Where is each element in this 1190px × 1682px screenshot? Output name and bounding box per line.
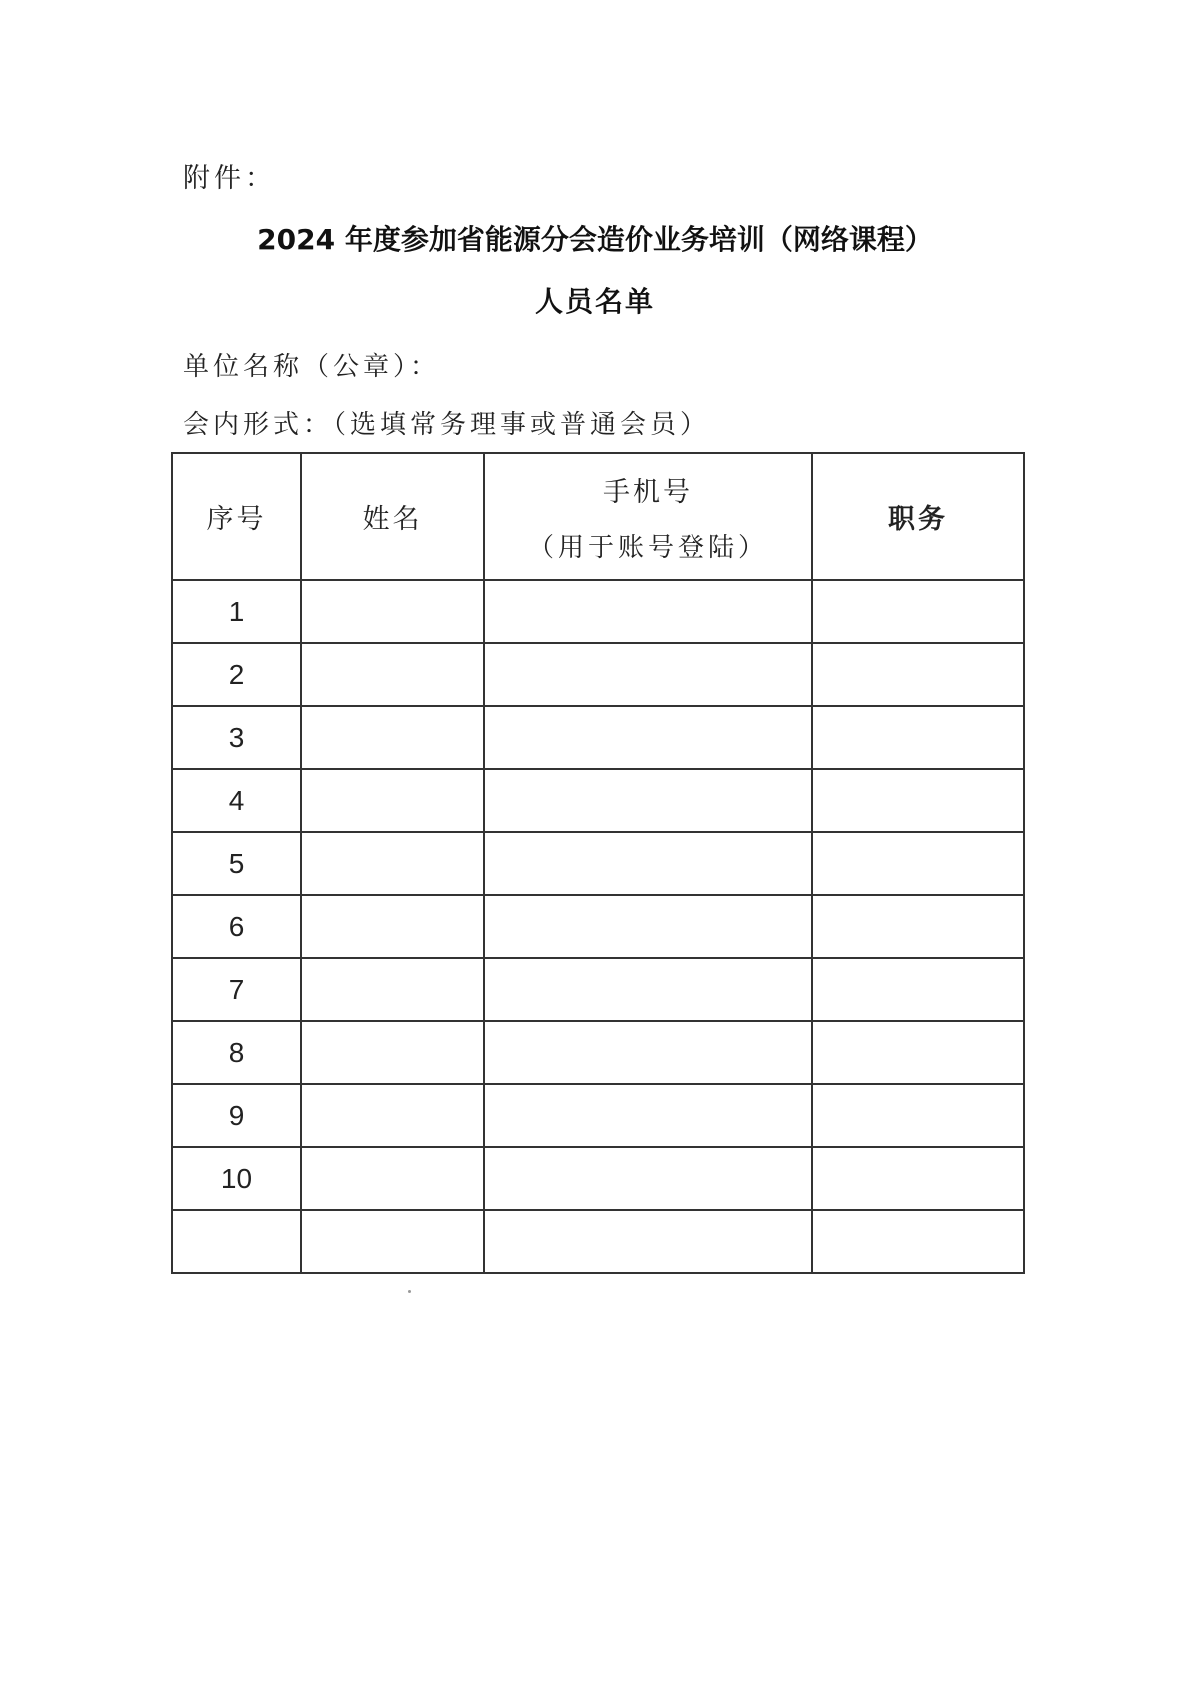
cell-phone[interactable] bbox=[484, 769, 812, 832]
cell-seq: 1 bbox=[172, 580, 301, 643]
header-phone-label: 手机号 bbox=[603, 476, 693, 508]
document-title: 2024 年度参加省能源分会造价业务培训（网络课程） bbox=[257, 223, 933, 256]
unit-name-label: 单位名称（公章）： bbox=[183, 352, 441, 382]
table-row bbox=[172, 832, 1024, 895]
cell-phone[interactable] bbox=[484, 643, 812, 706]
header-seq: 序号 bbox=[172, 453, 301, 580]
cell-seq: 3 bbox=[172, 706, 301, 769]
scan-speck bbox=[408, 1290, 411, 1293]
cell-duty[interactable] bbox=[812, 895, 1024, 958]
table-header-row bbox=[172, 453, 1024, 580]
table-row bbox=[172, 1084, 1024, 1147]
cell-duty[interactable] bbox=[812, 1147, 1024, 1210]
cell-seq: 10 bbox=[172, 1147, 301, 1210]
roster-table bbox=[171, 452, 1025, 1274]
cell-phone[interactable] bbox=[484, 580, 812, 643]
cell-seq bbox=[172, 1210, 301, 1273]
cell-name[interactable] bbox=[301, 958, 484, 1021]
cell-name[interactable] bbox=[301, 895, 484, 958]
cell-seq: 7 bbox=[172, 958, 301, 1021]
cell-phone[interactable] bbox=[484, 706, 812, 769]
header-phone-note: （用于账号登陆） bbox=[527, 532, 768, 563]
table-row bbox=[172, 1147, 1024, 1210]
table-row bbox=[172, 1021, 1024, 1084]
table-row bbox=[172, 958, 1024, 1021]
table-row bbox=[172, 769, 1024, 832]
cell-phone[interactable] bbox=[484, 958, 812, 1021]
cell-phone[interactable] bbox=[484, 1147, 812, 1210]
cell-duty[interactable] bbox=[812, 832, 1024, 895]
cell-duty[interactable] bbox=[812, 958, 1024, 1021]
cell-seq: 5 bbox=[172, 832, 301, 895]
cell-name[interactable] bbox=[301, 706, 484, 769]
document-subtitle: 人员名单 bbox=[534, 285, 655, 318]
table-row bbox=[172, 1210, 1024, 1273]
cell-name[interactable] bbox=[301, 580, 484, 643]
cell-phone[interactable] bbox=[484, 1210, 812, 1273]
table-row bbox=[172, 895, 1024, 958]
table-row bbox=[172, 580, 1024, 643]
cell-duty[interactable] bbox=[812, 1021, 1024, 1084]
cell-name[interactable] bbox=[301, 832, 484, 895]
header-phone bbox=[484, 453, 812, 580]
membership-form-label: 会内形式：（选填常务理事或普通会员） bbox=[183, 410, 711, 440]
cell-phone[interactable] bbox=[484, 1084, 812, 1147]
cell-duty[interactable] bbox=[812, 706, 1024, 769]
table-row bbox=[172, 706, 1024, 769]
cell-duty[interactable] bbox=[812, 580, 1024, 643]
cell-seq: 6 bbox=[172, 895, 301, 958]
cell-phone[interactable] bbox=[484, 1021, 812, 1084]
cell-seq: 2 bbox=[172, 643, 301, 706]
cell-seq: 9 bbox=[172, 1084, 301, 1147]
cell-name[interactable] bbox=[301, 1021, 484, 1084]
cell-name[interactable] bbox=[301, 1210, 484, 1273]
attachment-label: 附件： bbox=[183, 163, 276, 194]
cell-phone[interactable] bbox=[484, 895, 812, 958]
cell-seq: 8 bbox=[172, 1021, 301, 1084]
header-duty: 职务 bbox=[812, 453, 1024, 580]
cell-seq: 4 bbox=[172, 769, 301, 832]
cell-duty[interactable] bbox=[812, 643, 1024, 706]
cell-name[interactable] bbox=[301, 1147, 484, 1210]
header-name: 姓名 bbox=[301, 453, 484, 580]
cell-duty[interactable] bbox=[812, 769, 1024, 832]
cell-duty[interactable] bbox=[812, 1084, 1024, 1147]
cell-name[interactable] bbox=[301, 769, 484, 832]
table-row bbox=[172, 643, 1024, 706]
cell-name[interactable] bbox=[301, 1084, 484, 1147]
cell-duty[interactable] bbox=[812, 1210, 1024, 1273]
cell-name[interactable] bbox=[301, 643, 484, 706]
cell-phone[interactable] bbox=[484, 832, 812, 895]
